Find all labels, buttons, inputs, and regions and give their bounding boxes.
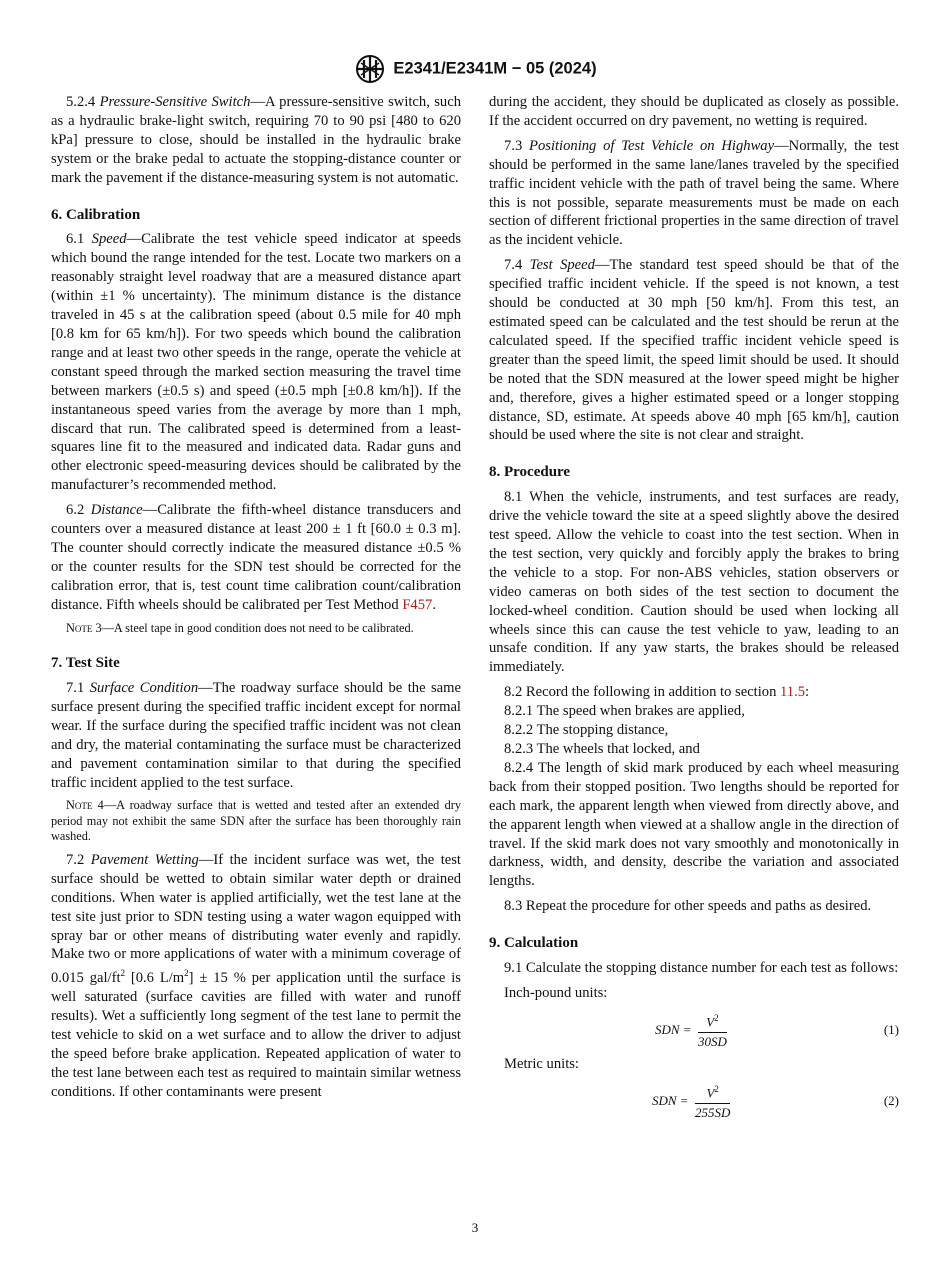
paragraph-8-2-3: 8.2.3 The wheels that locked, and (504, 741, 700, 757)
section-8-heading: 8. Procedure (489, 464, 571, 481)
paragraph-8-2-4: 8.2.4 The length of skid mark produced by each wheel measuring back from their stopped position. Two lengths should be reported for each mark, the apparent length when viewed from directly above, and the apparent length when viewed at a shallow angle in the direction of travel. If the skid mark does not vary smoothly and monotonically in darkness, width, and density, describe the variation and associated lengths. (489, 759, 899, 890)
equation-1: SDN = $\frac{V^2}{30SD}$ (1) (489, 1009, 899, 1049)
section-6-heading: 6. Calibration (51, 206, 141, 223)
paragraph-8-2-2: 8.2.2 The stopping distance, (504, 722, 669, 739)
paragraph-6-1: 6.1 Speed—Calibrate the test vehicle speed indicator at speeds which bound the range intended for the test. Locate two markers on a reasonably straight level roadway that are a measured distance apart (within ±1 % uncertainty). The minimum distance is the distance traveled in 45 s at the calibration speed (about 0.5 mile for 40 mph [0.8 km for 65 km/h]). For two speeds which bound the calibration range and at least two other speeds in the range, operate the vehicle at constant speed through the marked section measuring the travel time between markers (±0.5 s) and speed (±0.5 mph [±0.8 km/h]). If the instantaneous speed varies from the average by more than 1 mph, discard that run. The calibrated speed is determined from a least-squares line fit to the measured and indicated data. Radar guns and other electronic speed-measuring devices should be calibrated by the manufacturer’s recommended method. (51, 231, 461, 494)
paragraph-7-2-continued: during the accident, they should be duplicated as closely as possible. If the accident occurred on dry pavement, no wetting is required. (489, 94, 899, 129)
section-9-heading: 9. Calculation (489, 935, 579, 952)
equation-2: SDN = $\frac{V^2}{255SD}$ (2) (489, 1080, 899, 1120)
paragraph-7-1: 7.1 Surface Condition—The roadway surface should be the same surface present during the specified traffic incident except for normal wear. If the surface during the specified traffic incident was not clean and dry, the material contaminating the surface must be characterized and pavement contamination similar to that during the specified traffic incident applied to the test surface. (51, 679, 461, 791)
paragraph-5-2-4: 5.2.4 Pressure-Sensitive Switch—A pressure-sensitive switch, such as a hydraulic brake-light switch, requiring 70 to 90 psi [480 to 620 kPa] pressure to close, should be installed in the hydraulic brake system or the brake pedal to actuate the stopping-distance counter or mark the pavement if the distance-measuring system is not automatic. (51, 94, 461, 186)
paragraph-7-3: 7.3 Positioning of Test Vehicle on Highway—Normally, the test should be performed in the same lane/lanes traveled by the specified traffic incident vehicle with the path of travel being the same. Where this is not possible, separate measurements must be made on each section of different frictional properties in the same direction of travel as the incident vehicle. (489, 137, 899, 249)
right-column (489, 93, 899, 1120)
page-header (0, 54, 950, 84)
inch-pound-label: Inch-pound units: (504, 984, 608, 1001)
note-4: Note 4—A roadway surface that is wetted and tested after an extended dry period may not exhibit the same SDN after the surface has been thoroughly rain washed. (51, 798, 461, 844)
paragraph-7-4: 7.4 Test Speed—The standard test speed should be that of the specified traffic incident vehicle. If the speed is not known, a test should be conducted at 30 mph [50 km/h]. From this test, an estimated speed can be calculated and the test should be rerun at the calculated speed. If the specified traffic incident vehicle speed is greater than the speed limit, the speed limit should be used. It should be noted that the SDN measured at the lower speed might be higher and, therefore, gives a higher estimated speed or a longer stopping distance, SD, estimate. At speeds above 40 mph [65 km/h], caution should be used where the site is not clear and straight. (489, 257, 900, 444)
paragraph-8-2-1: 8.2.1 The speed when brakes are applied, (504, 703, 745, 720)
link-11-5[interactable]: 11.5 (780, 684, 806, 701)
document-code: E2341/E2341M − 05 (2024) (393, 59, 597, 78)
section-7-heading: 7. Test Site (51, 655, 120, 672)
page-number: 3 (471, 1220, 479, 1235)
paragraph-6-2: 6.2 Distance—Calibrate the fifth-wheel distance transducers and counters over a measured distance at least 200 ± 1 ft [60.0 ± 0.3 m]. The counter should correctly indicate the measured distance ±0.5 % or the counter results for the SDN test should be corrected for the calibration error, that is, test count time calibration count/calibration distance. Fifth wheels should be calibrated per Test Method F457. (51, 502, 461, 613)
paragraph-9-1: 9.1 Calculate the stopping distance number for each test as follows: (504, 960, 899, 977)
paragraph-8-3: 8.3 Repeat the procedure for other speeds and paths as desired. (504, 898, 872, 915)
left-column (51, 93, 461, 1108)
note-3: Note 3—A steel tape in good condition does not need to be calibrated. (66, 620, 414, 635)
metric-units-label: Metric units: (504, 1055, 579, 1072)
paragraph-8-1: 8.1 When the vehicle, instruments, and test surfaces are ready, drive the vehicle toward the site at a speed slightly above the desired test speed. Allow the vehicle to coast into the test section. When in the test section, very quickly and forcibly apply the brakes to bring the vehicle to a stop. For non-ABS vehicles, station observers or video cameras on both sides of the test section to document the locked-wheel condition. Caution should be used when locking all wheels since this can cause the test vehicle to yaw, leading to an unsafe condition. If any yaw starts, the brakes should be released immediately. (489, 489, 899, 676)
link-f457[interactable]: F457 (402, 596, 433, 613)
paragraph-8-2: 8.2 Record the following in addition to section 11.5: (504, 684, 810, 701)
astm-logo-icon (353, 54, 387, 84)
paragraph-7-2: 7.2 Pavement Wetting—If the incident surface was wet, the test surface should be wetted to obtain similar water depth or drained conditions. When water is applied artificially, wet the test lane at the test site just prior to SDN testing using a water wagon equipped with spray bar or other means of distributing water evenly and rapidly. Make two or more applications of water with a minimum coverage of 0.015 gal/$ft^2$ [0.6 $L/m^2] \pm 15$ % per application until the surface is well saturated (surface cavities are filled with water and runoff results). Wet a sufficiently long segment of the test lane to permit the test vehicle to skid on a wet surface and to allow the driver to adjust the speed before brake application. Repeated application of water to the test lane between each test as required to maintain similar wetness conditions. If other contaminants were present (51, 851, 461, 1100)
